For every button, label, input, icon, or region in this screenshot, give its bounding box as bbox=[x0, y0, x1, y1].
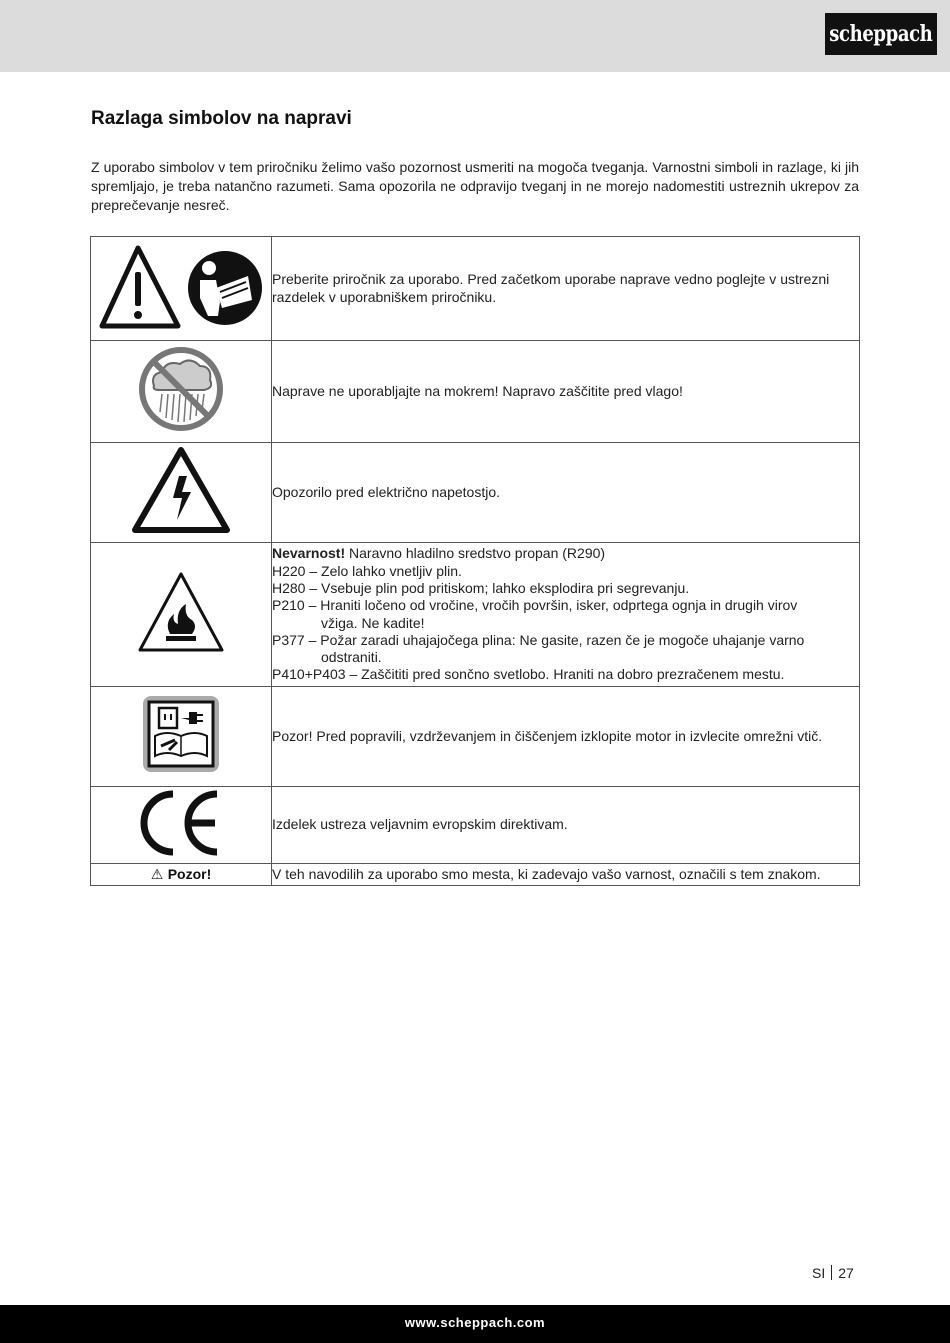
hazard-line: H220 – Zelo lahko vnetljiv plin. bbox=[272, 562, 462, 579]
page-num: 27 bbox=[838, 1265, 854, 1281]
symbol-cell bbox=[91, 543, 272, 687]
symbol-cell bbox=[91, 341, 272, 443]
intro-paragraph: Z uporabo simbolov v tem priročniku želimo vašo pozornost usmeriti na mogoča tveganja. Varnostni simboli in razlage, ki jih spremljajo, je treba natančno razumeti. Sama opozorila ne odpravijo tveganj in ne morejo nadomestiti ustreznih ukrepov za preprečevanje nesreč. bbox=[91, 159, 859, 213]
symbol-cell bbox=[91, 687, 272, 787]
table-row bbox=[91, 787, 860, 864]
table-row bbox=[91, 237, 860, 341]
table-row bbox=[91, 341, 860, 443]
hazard-line: P410+P403 – Zaščititi pred sončno svetlobo. Hraniti na dobro prezračenem mestu. bbox=[272, 666, 785, 683]
symbol-cell bbox=[91, 864, 272, 886]
hazard-line: H280 – Vsebuje plin pod pritiskom; lahko eksplodira pri segrevanju. bbox=[272, 579, 690, 596]
unplug-before-service-icon bbox=[141, 694, 221, 774]
hazard-heading bbox=[272, 545, 859, 562]
page-title: Razlaga simbolov na napravi bbox=[91, 108, 352, 129]
hazard-title-rest: Naravno hladilno sredstvo propan (R290) bbox=[345, 545, 606, 562]
page-number bbox=[812, 1265, 854, 1281]
footer-url: www.scheppach.com bbox=[404, 1315, 546, 1330]
table-row bbox=[91, 543, 860, 687]
table-row bbox=[91, 687, 860, 787]
footer-bar bbox=[0, 1305, 950, 1343]
symbol-cell bbox=[91, 237, 272, 341]
pozor-label: Pozor! bbox=[167, 865, 212, 882]
symbol-cell bbox=[91, 787, 272, 864]
header-bar bbox=[0, 0, 950, 72]
brand-logo bbox=[825, 13, 937, 55]
hazard-title: Nevarnost! bbox=[272, 545, 346, 562]
symbol-cell bbox=[91, 443, 272, 543]
table-row bbox=[91, 443, 860, 543]
symbol-description: Opozorilo pred električno napetostjo. bbox=[272, 443, 860, 543]
symbol-description: Naprave ne uporabljajte na mokrem! Napravo zaščitite pred vlago! bbox=[272, 341, 860, 443]
symbol-description: V teh navodilih za uporabo smo mesta, ki zadevajo vašo varnost, označili s tem znakom. bbox=[272, 864, 860, 886]
symbol-description: Preberite priročnik za uporabo. Pred začetkom uporabe naprave vedno poglejte v ustrezni razdelek v uporabniškem priročniku. bbox=[272, 237, 860, 341]
ce-mark-icon bbox=[131, 788, 231, 858]
symbol-description bbox=[272, 543, 860, 687]
page-separator bbox=[831, 1265, 832, 1280]
flammable-icon bbox=[136, 570, 226, 654]
hazard-line: vžiga. Ne kadite! bbox=[321, 614, 425, 631]
table-row bbox=[91, 864, 860, 886]
hazard-line: P210 – Hraniti ločeno od vročine, vročih površin, isker, odprtega ognja in drugih virov bbox=[272, 597, 798, 614]
hazard-line: P377 – Požar zaradi uhajajočega plina: Ne gasite, razen če je mogoče uhajanje varno bbox=[272, 631, 805, 648]
hazard-line: odstraniti. bbox=[321, 649, 382, 666]
symbol-description: Izdelek ustreza veljavnim evropskim direktivam. bbox=[272, 787, 860, 864]
warning-small-icon: ⚠ bbox=[150, 865, 164, 882]
symbols-table bbox=[90, 236, 860, 886]
page-lang: SI bbox=[812, 1265, 826, 1281]
high-voltage-icon bbox=[131, 444, 231, 536]
no-rain-icon bbox=[136, 344, 226, 434]
brand-logo-text: scheppach bbox=[829, 21, 933, 47]
warning-read-manual-icon bbox=[96, 242, 266, 330]
symbol-description: Pozor! Pred popravili, vzdrževanjem in čiščenjem izklopite motor in izvlecite omrežni vtič. bbox=[272, 687, 860, 787]
